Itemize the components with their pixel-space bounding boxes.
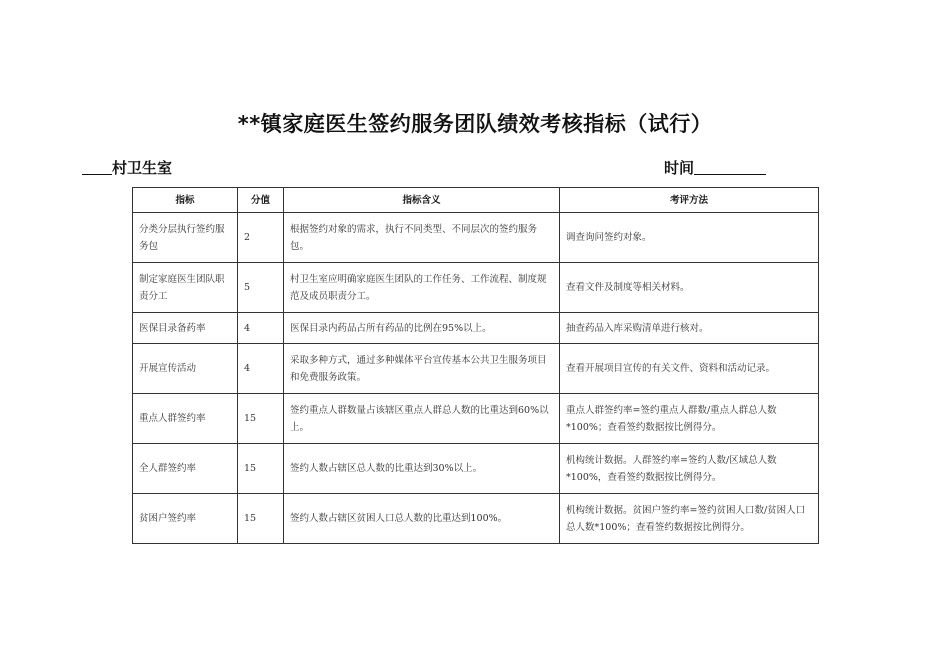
method-cell: 重点人群签约率=签约重点人群数/重点人群总人数*100%；查看签约数据按比例得分。 — [560, 394, 819, 444]
indicator-cell: 全人群签约率 — [133, 444, 238, 494]
indicator-cell: 开展宣传活动 — [133, 344, 238, 394]
village-clinic-label: 村卫生室 — [112, 159, 173, 177]
score-cell: 15 — [238, 494, 284, 544]
table-row — [133, 213, 819, 263]
meaning-cell: 医保目录内药品占所有药品的比例在95%以上。 — [284, 313, 560, 344]
header-indicator: 指标 — [133, 188, 238, 213]
table-row — [133, 394, 819, 444]
score-cell: 5 — [238, 263, 284, 313]
indicator-cell: 分类分层执行签约服务包 — [133, 213, 238, 263]
method-cell: 调查询问签约对象。 — [560, 213, 819, 263]
method-cell: 抽查药品入库采购清单进行核对。 — [560, 313, 819, 344]
village-clinic-field — [82, 157, 172, 178]
meaning-cell: 签约人数占辖区总人数的比重达到30%以上。 — [284, 444, 560, 494]
time-label: 时间 — [664, 159, 695, 177]
score-cell: 15 — [238, 444, 284, 494]
method-cell: 机构统计数据。人群签约率=签约人数/区域总人数*100%，查看签约数据按比例得分。 — [560, 444, 819, 494]
method-cell: 查看文件及制度等相关材料。 — [560, 263, 819, 313]
table-header-row — [133, 188, 819, 213]
assessment-table — [132, 187, 819, 544]
table-row — [133, 494, 819, 544]
method-cell: 查看开展项目宣传的有关文件、资料和活动记录。 — [560, 344, 819, 394]
score-cell: 2 — [238, 213, 284, 263]
meaning-cell: 签约人数占辖区贫困人口总人数的比重达到100%。 — [284, 494, 560, 544]
meaning-cell: 签约重点人群数量占该辖区重点人群总人数的比重达到60%以上。 — [284, 394, 560, 444]
indicator-cell: 医保目录备药率 — [133, 313, 238, 344]
indicator-cell: 制定家庭医生团队职责分工 — [133, 263, 238, 313]
village-name-blank[interactable] — [82, 160, 112, 175]
meaning-cell: 采取多种方式，通过多种媒体平台宣传基本公共卫生服务项目和免费服务政策。 — [284, 344, 560, 394]
table-row — [133, 344, 819, 394]
document-title: **镇家庭医生签约服务团队绩效考核指标（试行） — [237, 112, 713, 136]
time-field — [664, 157, 766, 178]
meaning-cell: 村卫生室应明确家庭医生团队的工作任务、工作流程、制度规范及成员职责分工。 — [284, 263, 560, 313]
header-meaning: 指标含义 — [284, 188, 560, 213]
table-row — [133, 263, 819, 313]
method-cell: 机构统计数据。贫困户签约率=签约贫困人口数/贫困人口总人数*100%；查看签约数据按比例得分。 — [560, 494, 819, 544]
time-blank[interactable] — [694, 160, 766, 175]
score-cell: 15 — [238, 394, 284, 444]
meaning-cell: 根据签约对象的需求，执行不同类型、不同层次的签约服务包。 — [284, 213, 560, 263]
header-score: 分值 — [238, 188, 284, 213]
indicator-cell: 贫困户签约率 — [133, 494, 238, 544]
score-cell: 4 — [238, 313, 284, 344]
score-cell: 4 — [238, 344, 284, 394]
indicator-cell: 重点人群签约率 — [133, 394, 238, 444]
table-row — [133, 444, 819, 494]
header-method: 考评方法 — [560, 188, 819, 213]
table-row — [133, 313, 819, 344]
